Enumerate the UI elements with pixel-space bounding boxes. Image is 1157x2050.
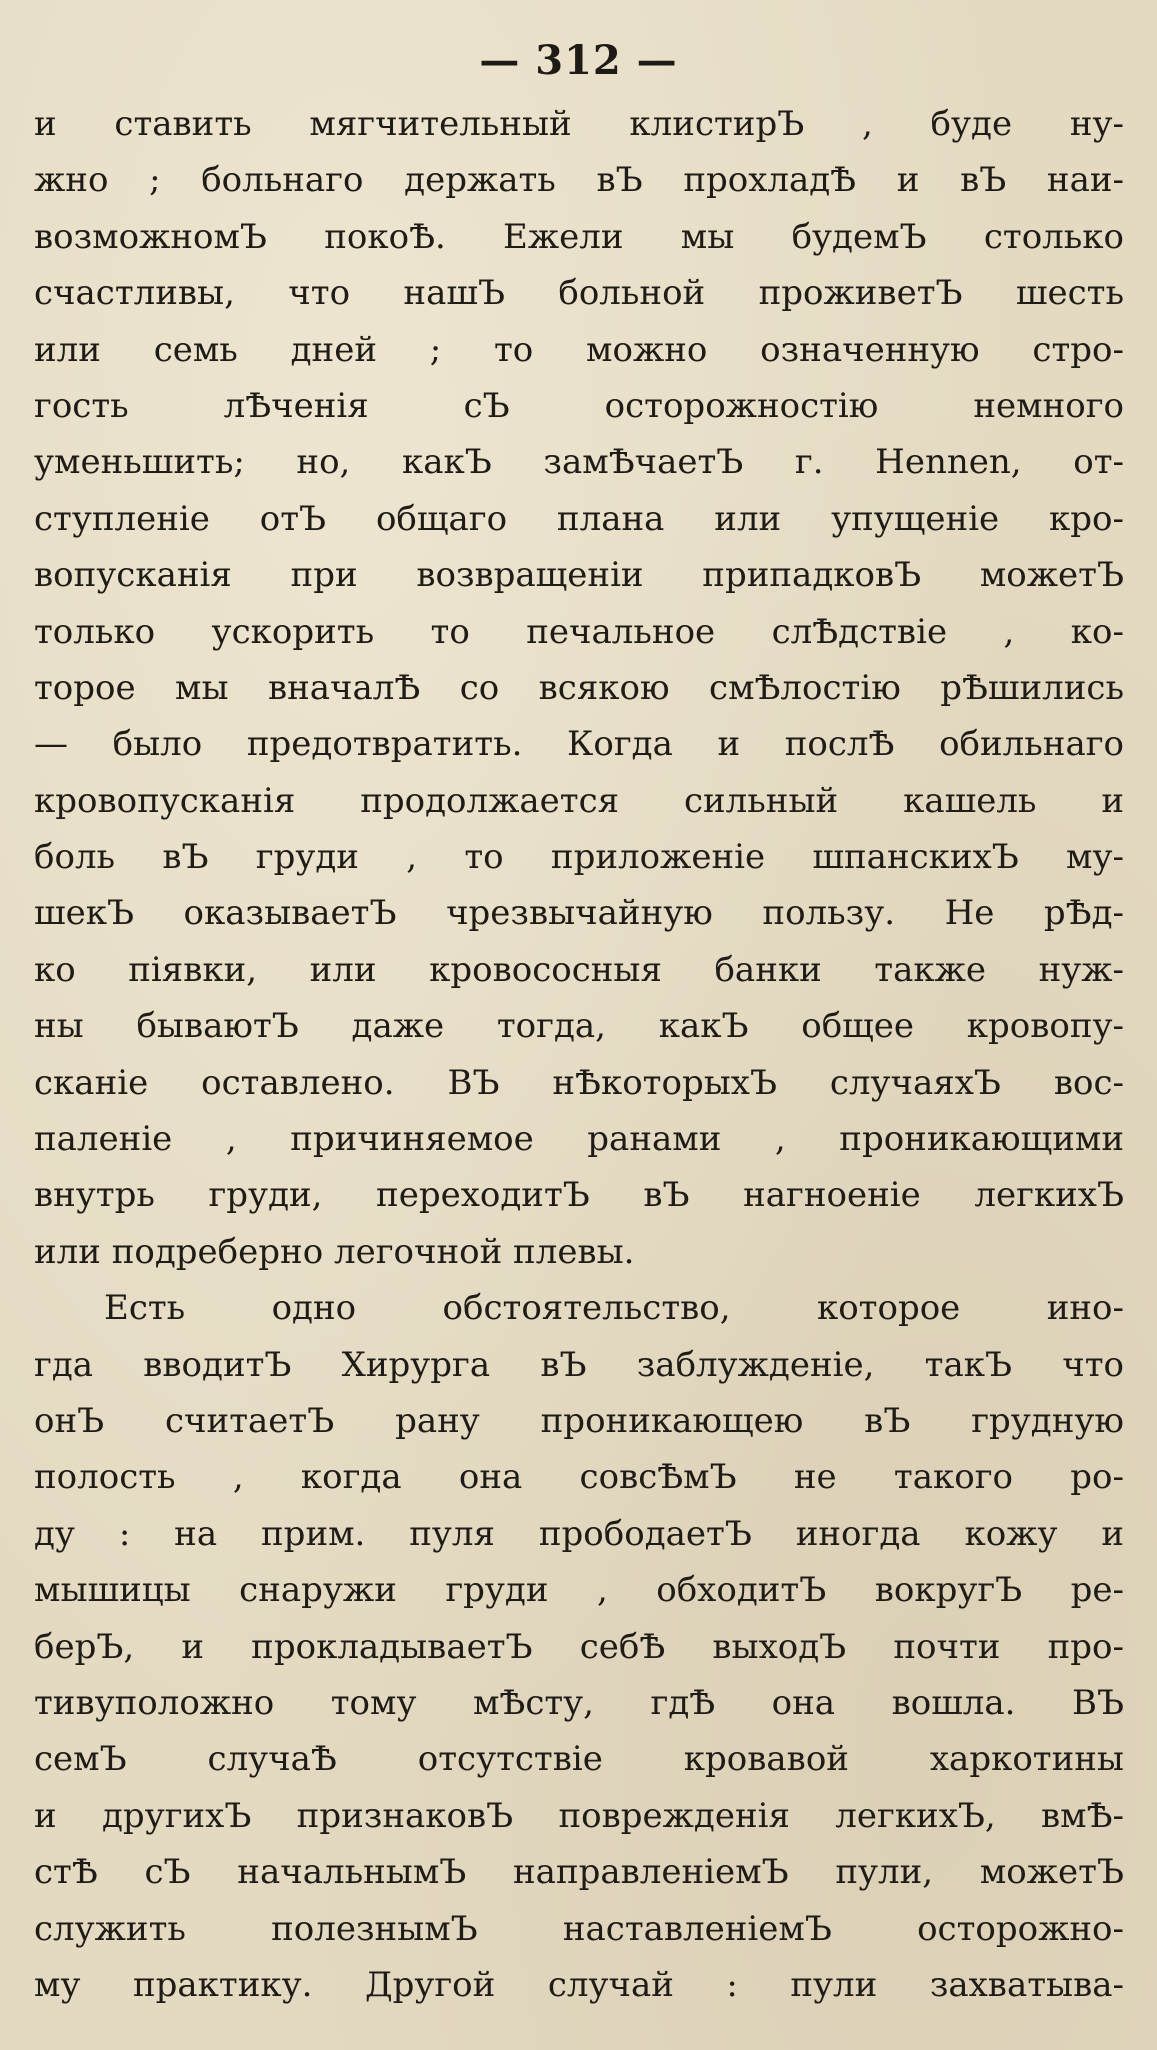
text-line: шекЪ оказываетЪ чрезвычайную пользу. Не рѢд-	[34, 893, 1124, 934]
text-line: жно ; больнаго держать вЪ прохладѢ и вЪ наи-	[34, 160, 1124, 201]
text-line: ду : на прим. пуля прободаетЪ иногда кожу и	[34, 1513, 1124, 1554]
text-line: внутрь груди, переходитЪ вЪ нагноеніе легкихЪ	[34, 1175, 1124, 1216]
text-line: возможномЪ покоѢ. Ежели мы будемЪ столько	[34, 216, 1124, 257]
paragraph-start-line: Есть одно обстоятельство, которое ино-	[104, 1288, 1124, 1329]
text-line: счастливы, что нашЪ больной проживетЪ шесть	[34, 273, 1124, 314]
page-body-text	[34, 96, 1124, 2013]
text-line: уменьшить; но, какЪ замѢчаетЪ г. Hennen, от-	[34, 442, 1124, 483]
paragraph-end-line: или подреберно легочной плевы.	[34, 1231, 635, 1272]
text-line: гда вводитЪ Хирурга вЪ заблужденіе, такЪ что	[34, 1344, 1124, 1385]
text-line: ко піявки, или кровососныя банки также нуж-	[34, 949, 1124, 990]
text-line: гость лѢченія сЪ осторожностію немного	[34, 385, 1124, 426]
text-line: му практику. Другой случай : пули захватыва-	[34, 1964, 1124, 2005]
text-line: ступленіе отЪ общаго плана или упущеніе кро-	[34, 498, 1124, 539]
text-line: сканіе оставлено. ВЪ нѢкоторыхЪ случаяхЪ вос-	[34, 1062, 1124, 1103]
text-line: паленіе , причиняемое ранами , проникающими	[34, 1119, 1124, 1160]
text-line: полость , когда она совсѢмЪ не такого ро-	[34, 1457, 1124, 1498]
text-line: кровопусканія продолжается сильный кашель и	[34, 780, 1124, 821]
text-line: только ускорить то печальное слѢдствіе , ко-	[34, 611, 1124, 652]
text-line: боль вЪ груди , то приложеніе шпанскихЪ му-	[34, 837, 1124, 878]
text-line: торое мы вначалѢ со всякою смѢлостію рѢшились	[34, 667, 1124, 708]
text-line: стѢ сЪ начальнымЪ направленіемЪ пули, можетЪ	[34, 1852, 1124, 1893]
text-line: ны бываютЪ даже тогда, какЪ общее кровопу-	[34, 1006, 1124, 1047]
text-line: мышицы снаружи груди , обходитЪ вокругЪ ре-	[34, 1570, 1124, 1611]
text-line: онЪ считаетЪ рану проникающею вЪ грудную	[34, 1400, 1124, 1441]
text-line: — было предотвратить. Когда и послѢ обильнаго	[34, 724, 1124, 765]
text-line: или семь дней ; то можно означенную стро-	[34, 329, 1124, 370]
text-line: служить полезнымЪ наставленіемЪ осторожно-	[34, 1908, 1124, 1949]
text-line: и другихЪ признаковЪ поврежденія легкихЪ, вмѢ-	[34, 1795, 1124, 1836]
text-line: семЪ случаѢ отсутствіе кровавой харкотины	[34, 1739, 1124, 1780]
text-line: и ставить мягчительный клистирЪ , буде ну-	[34, 104, 1124, 144]
text-line: вопусканія при возвращеніи припадковЪ можетЪ	[34, 555, 1124, 596]
text-line: берЪ, и прокладываетЪ себѢ выходЪ почти про-	[34, 1626, 1124, 1667]
page-number: — 312 —	[479, 37, 678, 84]
text-line: тивуположно тому мѢсту, гдѢ она вошла. ВЪ	[34, 1682, 1124, 1723]
